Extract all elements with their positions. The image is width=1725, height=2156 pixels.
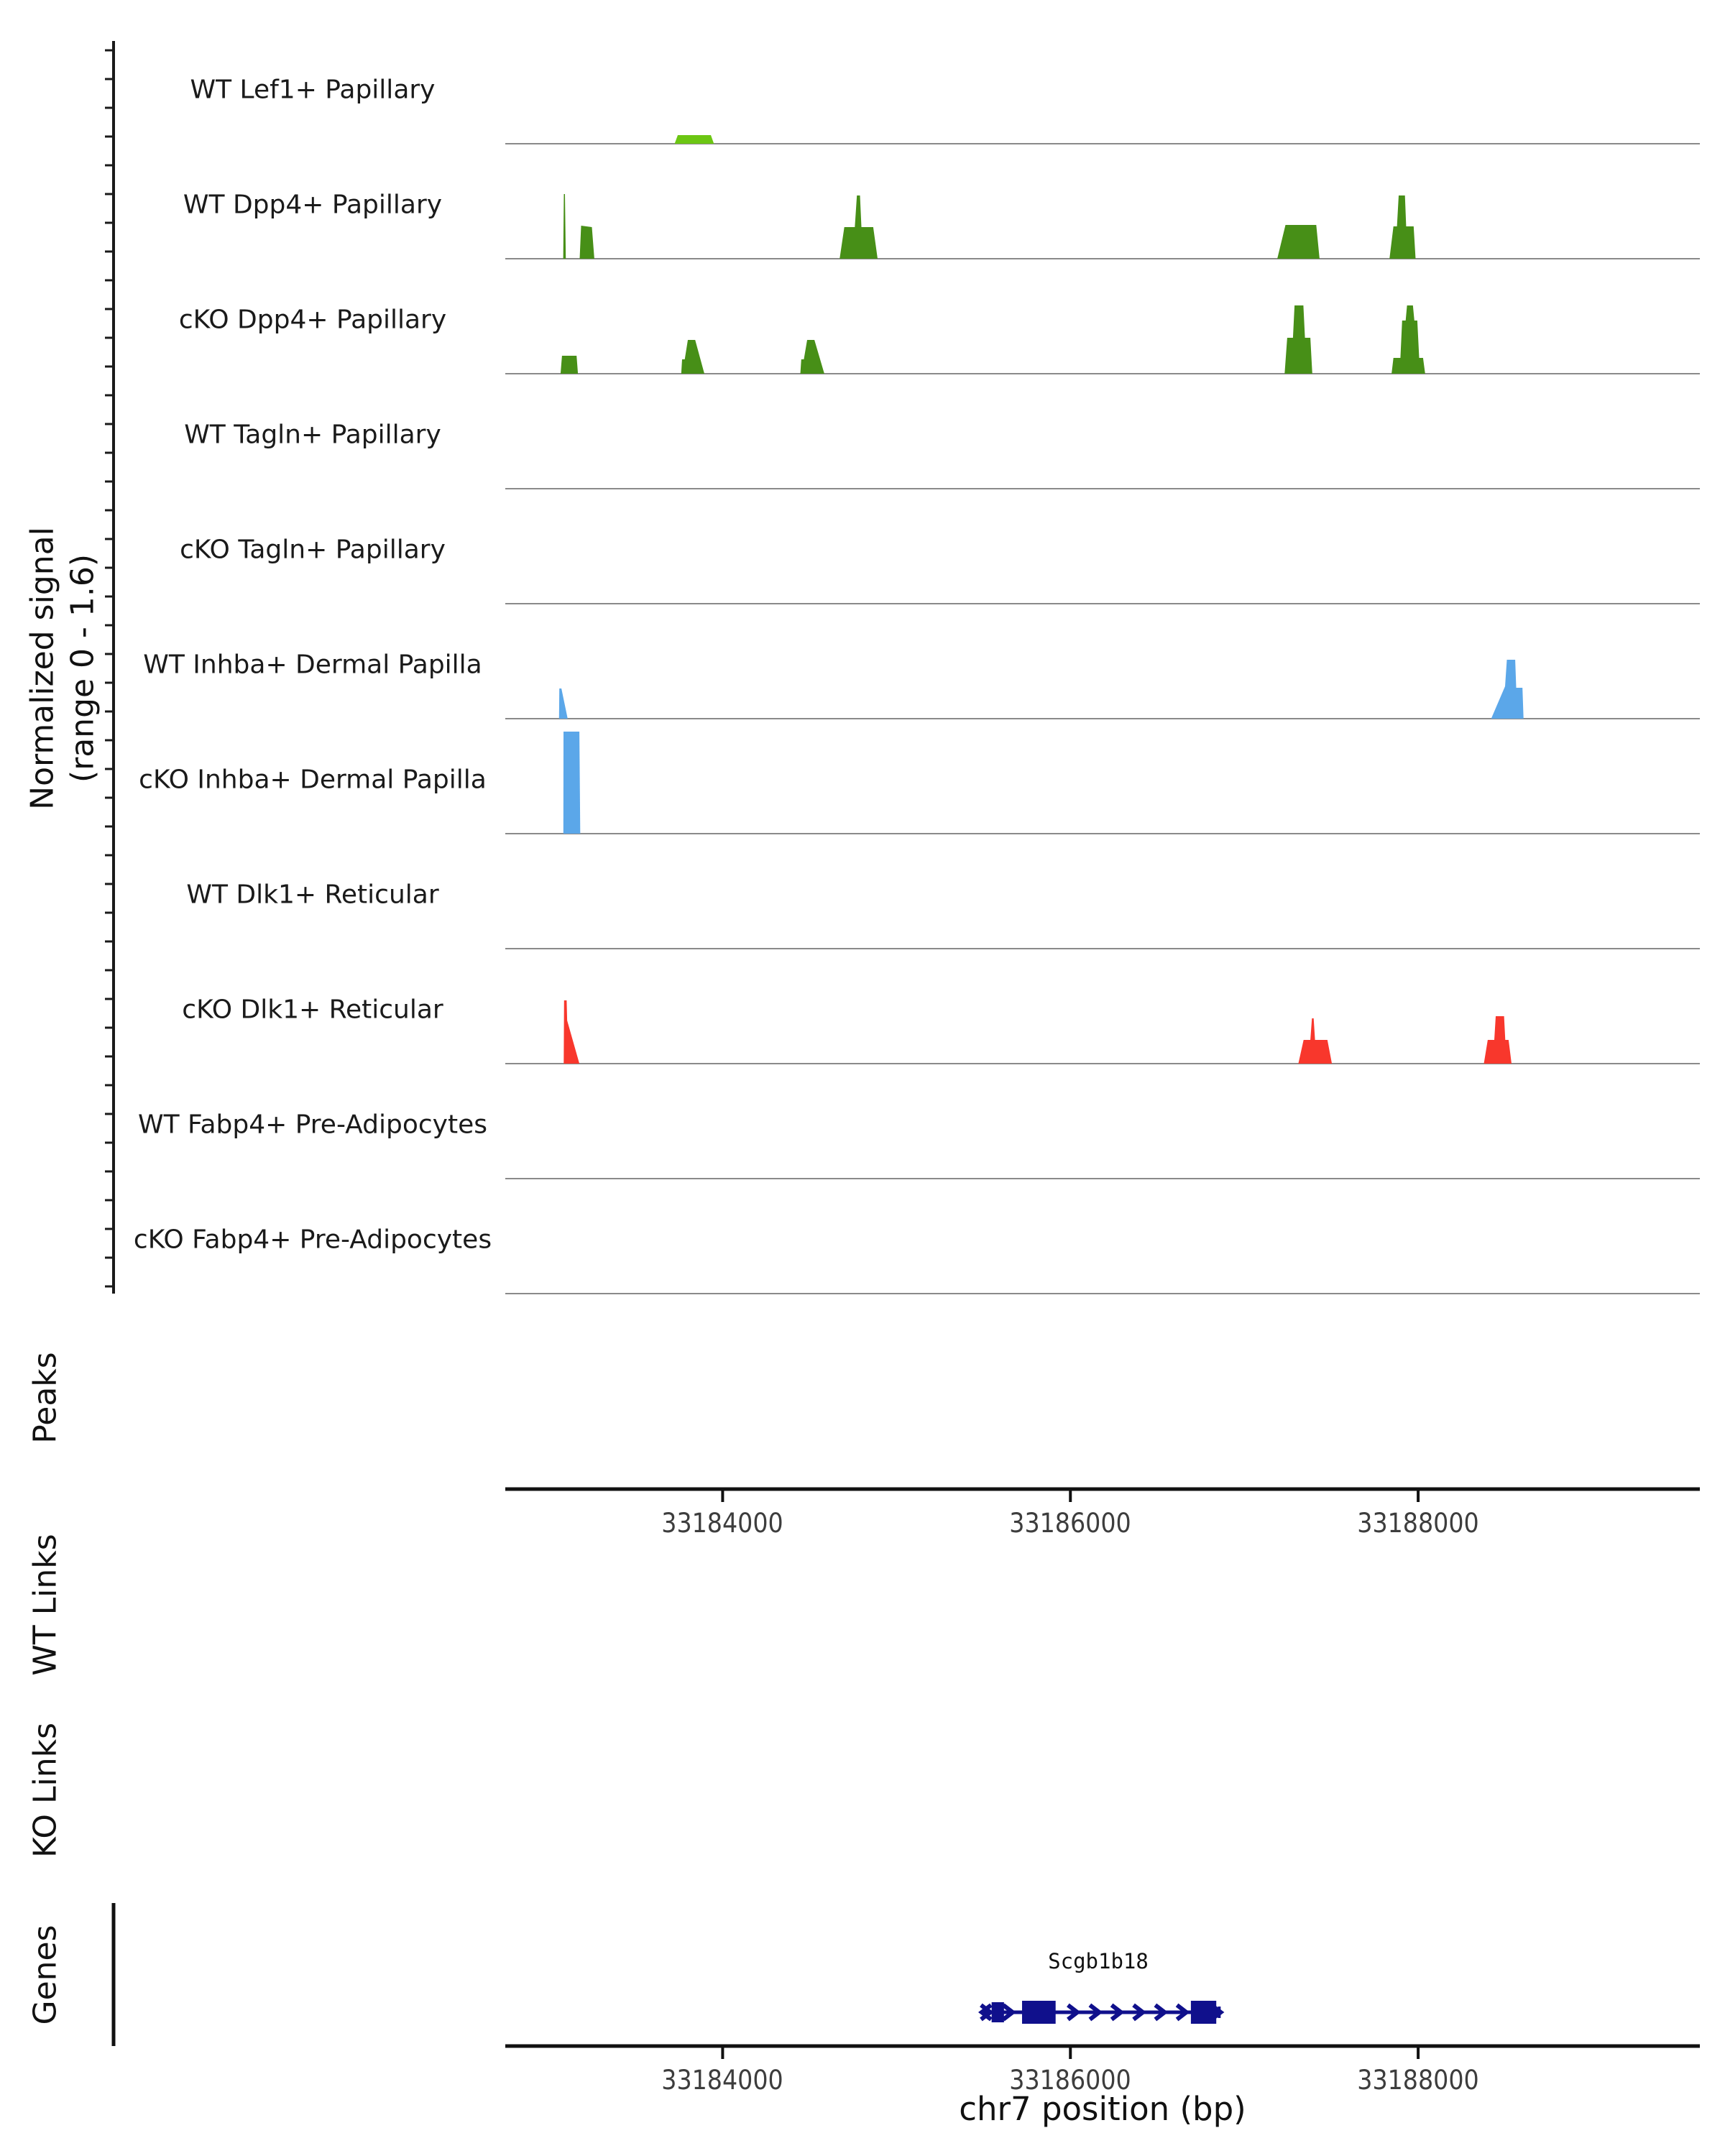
gene-exon: [992, 2002, 1004, 2022]
signal-peak-wt-dpp4-papillary: [1389, 195, 1415, 259]
track-label-wt-lef1-papillary: WT Lef1+ Papillary: [190, 75, 436, 105]
signal-peak-cko-dlk1-reticular: [1484, 1016, 1512, 1064]
signal-peak-cko-inhba-dermal-papilla: [564, 732, 581, 834]
signal-peak-cko-dlk1-reticular: [564, 1000, 579, 1064]
peaks-axis-tick-label: 33188000: [1357, 1508, 1479, 1539]
signal-peak-wt-dpp4-papillary: [580, 226, 594, 259]
signal-peak-wt-dpp4-papillary: [564, 194, 566, 259]
track-label-cko-dpp4-papillary: cKO Dpp4+ Papillary: [178, 305, 447, 335]
bottom-axis-tick-label: 33188000: [1357, 2065, 1479, 2096]
signal-peak-wt-inhba-dermal-papilla: [1491, 660, 1524, 719]
track-label-wt-dlk1-reticular: WT Dlk1+ Reticular: [186, 880, 439, 910]
signal-peak-wt-inhba-dermal-papilla: [559, 688, 568, 719]
x-axis-title: chr7 position (bp): [959, 2090, 1246, 2128]
section-label-ko-links: KO Links: [27, 1722, 64, 1858]
signal-peak-cko-dpp4-papillary: [1392, 305, 1425, 374]
y-axis-title-line1: Normalized signal: [24, 527, 61, 810]
signal-peak-cko-dlk1-reticular: [1298, 1018, 1332, 1064]
bottom-axis-tick-label: 33186000: [1009, 2065, 1131, 2096]
track-label-wt-tagln-papillary: WT Tagln+ Papillary: [184, 420, 441, 450]
signal-peak-cko-dpp4-papillary: [1284, 305, 1312, 374]
track-label-wt-fabp4-pre-adipocytes: WT Fabp4+ Pre-Adipocytes: [138, 1110, 487, 1140]
track-label-cko-dlk1-reticular: cKO Dlk1+ Reticular: [182, 995, 443, 1025]
signal-peak-cko-dpp4-papillary: [561, 356, 578, 374]
signal-peak-cko-dpp4-papillary: [801, 340, 824, 374]
track-label-wt-inhba-dermal-papilla: WT Inhba+ Dermal Papilla: [143, 650, 482, 680]
y-axis-title-line2: (range 0 - 1.6): [65, 553, 101, 783]
gene-exon: [1022, 2001, 1056, 2024]
bottom-axis-tick-label: 33184000: [661, 2065, 783, 2096]
peaks-axis-tick-label: 33184000: [661, 1508, 783, 1539]
signal-peak-wt-dpp4-papillary: [840, 195, 878, 259]
gene-name-label: Scgb1b18: [1048, 1949, 1149, 1973]
signal-peak-cko-dpp4-papillary: [681, 340, 704, 374]
track-label-cko-inhba-dermal-papilla: cKO Inhba+ Dermal Papilla: [139, 765, 487, 795]
section-label-wt-links: WT Links: [27, 1534, 64, 1676]
section-label-genes: Genes: [27, 1925, 64, 2025]
section-label-peaks: Peaks: [27, 1352, 64, 1444]
signal-peak-wt-lef1-papillary: [675, 135, 714, 144]
track-label-cko-fabp4-pre-adipocytes: cKO Fabp4+ Pre-Adipocytes: [133, 1225, 492, 1255]
y-axis-title: [23, 527, 104, 810]
signal-peak-wt-dpp4-papillary: [1277, 225, 1320, 259]
peaks-axis-tick-label: 33186000: [1009, 1508, 1131, 1539]
track-label-cko-tagln-papillary: cKO Tagln+ Papillary: [180, 535, 446, 565]
track-label-wt-dpp4-papillary: WT Dpp4+ Papillary: [183, 190, 443, 220]
gene-exon: [1191, 2001, 1216, 2024]
